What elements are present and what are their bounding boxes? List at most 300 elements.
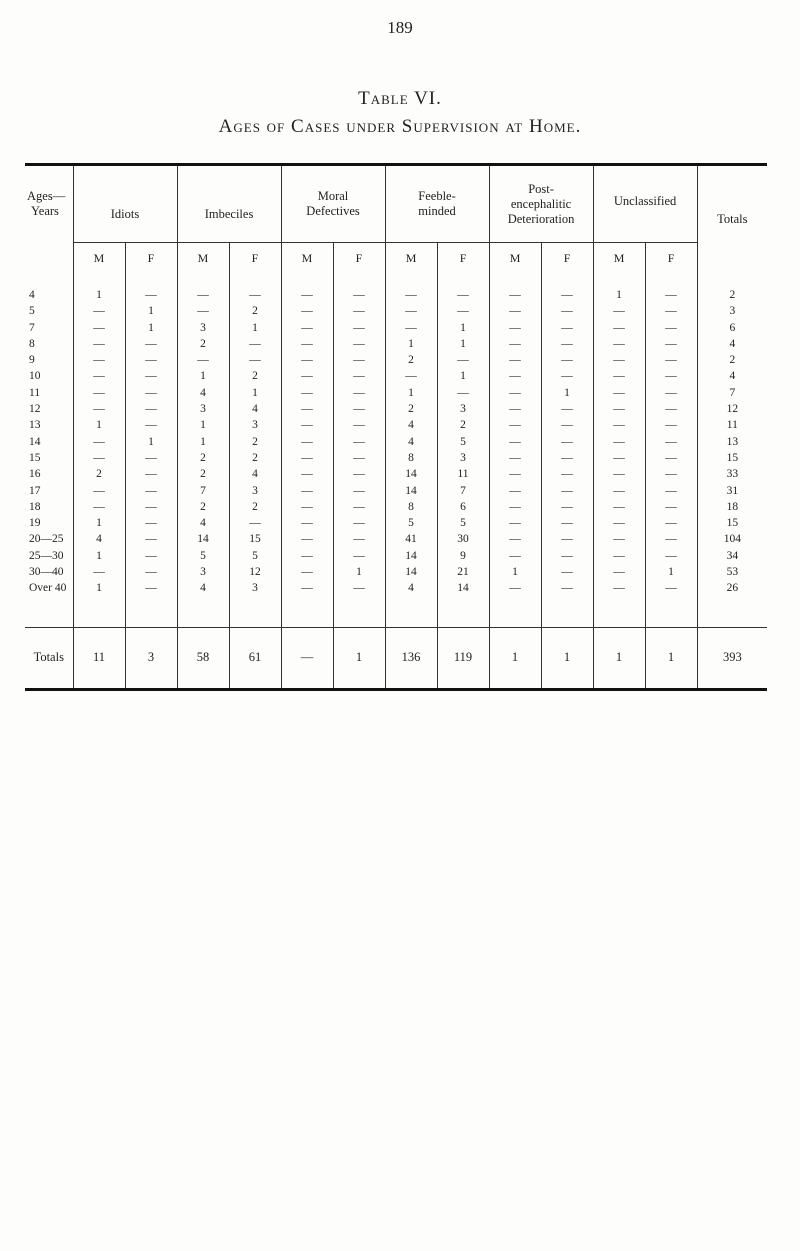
table-row [25, 385, 767, 401]
count-cell: 14 [385, 548, 437, 564]
count-cell: — [229, 515, 281, 531]
row-total-cell: 2 [697, 273, 767, 303]
count-cell: — [489, 548, 541, 564]
count-cell: — [229, 273, 281, 303]
table-row [25, 352, 767, 368]
count-cell: — [541, 401, 593, 417]
age-cell: 8 [29, 337, 35, 350]
sex-subheader-cell: M [281, 243, 333, 274]
count-cell: — [385, 303, 437, 319]
count-cell: — [489, 450, 541, 466]
row-total-cell: 13 [697, 434, 767, 450]
count-cell: — [281, 531, 333, 547]
count-cell: — [593, 385, 645, 401]
count-cell: — [281, 515, 333, 531]
totals-header-label: Totals [717, 212, 748, 226]
count-cell: — [593, 434, 645, 450]
table-row [25, 336, 767, 352]
table-row [25, 417, 767, 433]
count-cell: — [281, 368, 333, 384]
count-cell: — [281, 273, 333, 303]
count-cell: — [281, 466, 333, 482]
count-cell: — [541, 320, 593, 336]
count-cell: — [177, 303, 229, 319]
moral-defectives-header-line-2: Defectives [306, 204, 360, 218]
count-cell: — [333, 531, 385, 547]
count-cell: 2 [385, 401, 437, 417]
count-cell: 2 [229, 368, 281, 384]
ages-header [25, 165, 73, 243]
count-cell: — [645, 385, 697, 401]
count-cell: — [489, 434, 541, 450]
count-cell: 2 [229, 434, 281, 450]
post-encephalitic-header [489, 165, 593, 243]
count-cell: 2 [229, 499, 281, 515]
count-cell: — [541, 434, 593, 450]
count-cell: — [593, 401, 645, 417]
count-cell: 21 [437, 564, 489, 580]
totals-row [25, 627, 767, 689]
row-total-cell: 12 [697, 401, 767, 417]
count-cell: — [333, 483, 385, 499]
count-cell: — [593, 466, 645, 482]
count-cell: — [489, 515, 541, 531]
count-cell: 2 [437, 417, 489, 433]
column-total-cell: 61 [229, 627, 281, 689]
column-total-cell: 58 [177, 627, 229, 689]
age-cell: 13 [29, 419, 41, 432]
column-total-cell: 1 [333, 627, 385, 689]
row-total-cell: 26 [697, 580, 767, 627]
sex-subheader-cell: M [489, 243, 541, 274]
count-cell: — [333, 401, 385, 417]
post-encephalitic-header-line-1: Post- [528, 181, 554, 196]
age-cell: 7 [29, 321, 35, 334]
count-cell: 3 [177, 401, 229, 417]
count-cell: — [541, 352, 593, 368]
count-cell: 2 [73, 466, 125, 482]
count-cell: — [489, 401, 541, 417]
count-cell: — [125, 273, 177, 303]
count-cell: 3 [177, 564, 229, 580]
count-cell: — [73, 401, 125, 417]
count-cell: — [593, 368, 645, 384]
count-cell: 1 [645, 564, 697, 580]
count-cell: 4 [177, 385, 229, 401]
table-row [25, 548, 767, 564]
age-cell: 25—30 [29, 549, 64, 562]
count-cell: — [645, 273, 697, 303]
count-cell: — [593, 303, 645, 319]
count-cell: — [281, 434, 333, 450]
count-cell: 4 [177, 515, 229, 531]
column-total-cell: 1 [541, 627, 593, 689]
count-cell: 14 [385, 483, 437, 499]
count-cell: 3 [437, 401, 489, 417]
table-row [25, 580, 767, 627]
count-cell: — [541, 466, 593, 482]
table-row [25, 303, 767, 319]
count-cell: — [333, 417, 385, 433]
totals-header [697, 165, 767, 274]
count-cell: — [489, 499, 541, 515]
count-cell: — [593, 515, 645, 531]
count-cell: — [125, 580, 177, 627]
count-cell: 4 [229, 401, 281, 417]
count-cell: — [541, 483, 593, 499]
row-total-cell: 7 [697, 385, 767, 401]
count-cell: — [281, 450, 333, 466]
table-row [25, 466, 767, 482]
count-cell: 3 [177, 320, 229, 336]
row-total-cell: 31 [697, 483, 767, 499]
column-total-cell: 1 [593, 627, 645, 689]
totals-section [25, 627, 767, 689]
age-cell: 11 [29, 386, 41, 399]
count-cell: 30 [437, 531, 489, 547]
count-cell: — [333, 450, 385, 466]
count-cell: — [333, 320, 385, 336]
table-subtitle: Ages of Cases under Supervision at Home. [218, 116, 582, 137]
sex-subheader-cell: M [593, 243, 645, 274]
count-cell: — [73, 368, 125, 384]
count-cell: — [125, 515, 177, 531]
count-cell: — [645, 450, 697, 466]
count-cell: 8 [385, 499, 437, 515]
count-cell: — [541, 417, 593, 433]
count-cell: — [125, 499, 177, 515]
count-cell: 3 [229, 417, 281, 433]
count-cell: — [281, 499, 333, 515]
age-cell: 4 [29, 289, 35, 301]
count-cell: — [125, 417, 177, 433]
page-number: 189 [387, 18, 413, 37]
count-cell: — [489, 273, 541, 303]
count-cell: — [437, 352, 489, 368]
imbeciles-header [177, 165, 281, 243]
count-cell: — [489, 368, 541, 384]
count-cell: — [125, 466, 177, 482]
table-row [25, 434, 767, 450]
count-cell: 2 [177, 336, 229, 352]
count-cell: — [333, 273, 385, 303]
row-total-cell: 3 [697, 303, 767, 319]
count-cell: — [541, 499, 593, 515]
count-cell: — [333, 466, 385, 482]
sex-subheader-row [25, 243, 767, 274]
count-cell: — [489, 531, 541, 547]
age-cell: 17 [29, 484, 41, 497]
count-cell: 5 [385, 515, 437, 531]
count-cell: — [489, 303, 541, 319]
age-cell: 30—40 [29, 566, 64, 579]
count-cell: 1 [593, 273, 645, 303]
count-cell: — [73, 303, 125, 319]
count-cell: — [385, 320, 437, 336]
sex-subheader-cell: F [333, 243, 385, 274]
count-cell: 2 [229, 450, 281, 466]
count-cell: 2 [385, 352, 437, 368]
row-total-cell: 6 [697, 320, 767, 336]
count-cell: — [73, 320, 125, 336]
count-cell: 41 [385, 531, 437, 547]
count-cell: 1 [437, 320, 489, 336]
count-cell: 14 [385, 564, 437, 580]
moral-defectives-header [281, 165, 385, 243]
count-cell: — [593, 499, 645, 515]
column-total-cell: 1 [489, 627, 541, 689]
post-encephalitic-header-line-2: encephalitic [510, 196, 572, 211]
count-cell: — [489, 320, 541, 336]
count-cell: 1 [73, 273, 125, 303]
count-cell: — [645, 548, 697, 564]
count-cell: — [125, 352, 177, 368]
unclassified-header [593, 165, 697, 243]
count-cell: — [333, 434, 385, 450]
count-cell: — [645, 368, 697, 384]
count-cell: 12 [229, 564, 281, 580]
count-cell: — [229, 352, 281, 368]
count-cell: 7 [437, 483, 489, 499]
column-total-cell: 119 [437, 627, 489, 689]
sex-subheader-cell: F [125, 243, 177, 274]
count-cell: — [333, 385, 385, 401]
count-cell: — [333, 303, 385, 319]
count-cell: — [333, 368, 385, 384]
count-cell: 1 [125, 303, 177, 319]
count-cell: — [645, 320, 697, 336]
table-row [25, 499, 767, 515]
row-total-cell: 33 [697, 466, 767, 482]
count-cell: 1 [177, 368, 229, 384]
imbeciles-header-label: Imbeciles [204, 206, 254, 221]
count-cell: — [281, 483, 333, 499]
count-cell: 4 [177, 580, 229, 627]
column-total-cell: 11 [73, 627, 125, 689]
count-cell: 1 [541, 385, 593, 401]
count-cell: 1 [333, 564, 385, 580]
count-cell: — [125, 336, 177, 352]
count-cell: 14 [385, 466, 437, 482]
table-row [25, 273, 767, 303]
feeble-minded-header [385, 165, 489, 243]
row-total-cell: 15 [697, 515, 767, 531]
count-cell: — [333, 352, 385, 368]
count-cell: — [333, 548, 385, 564]
sex-subheader-cell: F [645, 243, 697, 274]
table-row [25, 401, 767, 417]
age-cell: 10 [29, 370, 41, 383]
count-cell: 1 [229, 385, 281, 401]
count-cell: — [489, 336, 541, 352]
sex-subheader-cell: F [541, 243, 593, 274]
count-cell: 4 [385, 580, 437, 627]
count-cell: — [125, 531, 177, 547]
count-cell: — [489, 466, 541, 482]
age-cell: 18 [29, 500, 41, 513]
count-cell: — [437, 273, 489, 303]
count-cell: 14 [437, 580, 489, 627]
ages-header-line-2: Years [31, 204, 59, 219]
count-cell: 1 [73, 548, 125, 564]
count-cell: — [125, 548, 177, 564]
count-cell: — [177, 352, 229, 368]
count-cell: — [281, 385, 333, 401]
table-row [25, 368, 767, 384]
age-cell: Over 40 [29, 582, 67, 595]
column-total-cell: 1 [645, 627, 697, 689]
count-cell: 1 [73, 580, 125, 627]
count-cell: 4 [229, 466, 281, 482]
count-cell: 1 [125, 320, 177, 336]
count-cell: 2 [229, 303, 281, 319]
count-cell: 3 [437, 450, 489, 466]
count-cell: 4 [385, 434, 437, 450]
count-cell: — [229, 336, 281, 352]
count-cell: — [73, 336, 125, 352]
count-cell: — [541, 548, 593, 564]
count-cell: — [593, 336, 645, 352]
count-cell: — [281, 401, 333, 417]
count-cell: — [73, 352, 125, 368]
count-cell: 1 [437, 368, 489, 384]
count-cell: — [73, 483, 125, 499]
ages-subheader-blank [25, 243, 73, 274]
count-cell: — [645, 466, 697, 482]
count-cell: — [593, 450, 645, 466]
row-total-cell: 15 [697, 450, 767, 466]
count-cell: — [593, 320, 645, 336]
count-cell: — [645, 434, 697, 450]
column-total-cell: — [281, 627, 333, 689]
count-cell: — [645, 352, 697, 368]
count-cell: — [333, 499, 385, 515]
count-cell: 1 [489, 564, 541, 580]
count-cell: — [541, 564, 593, 580]
count-cell: — [281, 336, 333, 352]
count-cell: 1 [73, 515, 125, 531]
table-body [25, 273, 767, 627]
sex-subheader-cell: F [229, 243, 281, 274]
count-cell: — [541, 531, 593, 547]
count-cell: — [489, 417, 541, 433]
count-cell: 1 [125, 434, 177, 450]
count-cell: — [281, 548, 333, 564]
row-total-cell: 4 [697, 368, 767, 384]
count-cell: 5 [229, 548, 281, 564]
count-cell: — [437, 303, 489, 319]
count-cell: — [645, 483, 697, 499]
count-cell: 5 [177, 548, 229, 564]
count-cell: — [541, 336, 593, 352]
count-cell: 15 [229, 531, 281, 547]
supervision-ages-table-container [25, 163, 767, 691]
count-cell: 1 [385, 385, 437, 401]
row-total-cell: 4 [697, 336, 767, 352]
count-cell: — [125, 450, 177, 466]
count-cell: 3 [229, 580, 281, 627]
unclassified-header-label: Unclassified [613, 193, 677, 208]
count-cell: — [541, 273, 593, 303]
column-total-cell: 3 [125, 627, 177, 689]
grand-total-cell: 393 [697, 627, 767, 689]
count-cell: — [645, 336, 697, 352]
table-row [25, 320, 767, 336]
count-cell: — [645, 417, 697, 433]
feeble-minded-header-line-2: minded [418, 204, 456, 218]
sex-subheader-cell: F [437, 243, 489, 274]
count-cell: — [281, 580, 333, 627]
count-cell: — [73, 450, 125, 466]
count-cell: — [541, 303, 593, 319]
count-cell: — [645, 401, 697, 417]
idiots-header [73, 165, 177, 243]
count-cell: 9 [437, 548, 489, 564]
count-cell: 3 [229, 483, 281, 499]
count-cell: — [645, 499, 697, 515]
count-cell: — [281, 564, 333, 580]
count-cell: — [593, 548, 645, 564]
count-cell: — [125, 385, 177, 401]
row-total-cell: 2 [697, 352, 767, 368]
count-cell: — [593, 352, 645, 368]
table-row [25, 531, 767, 547]
count-cell: — [281, 417, 333, 433]
ages-header-line-1: Ages— [27, 189, 66, 204]
count-cell: — [73, 385, 125, 401]
count-cell: — [281, 303, 333, 319]
totals-label: Totals [25, 627, 73, 689]
count-cell: 2 [177, 499, 229, 515]
count-cell: — [593, 531, 645, 547]
count-cell: 2 [177, 450, 229, 466]
count-cell: — [541, 515, 593, 531]
count-cell: 5 [437, 515, 489, 531]
count-cell: — [593, 580, 645, 627]
count-cell: — [489, 483, 541, 499]
count-cell: — [541, 580, 593, 627]
table-title: Table VI. [358, 88, 442, 109]
count-cell: 4 [73, 531, 125, 547]
count-cell: 5 [437, 434, 489, 450]
count-cell: 2 [177, 466, 229, 482]
table-row [25, 483, 767, 499]
row-total-cell: 11 [697, 417, 767, 433]
sex-subheader-cell: M [73, 243, 125, 274]
count-cell: — [177, 273, 229, 303]
count-cell: 1 [385, 336, 437, 352]
count-cell: — [125, 564, 177, 580]
count-cell: 1 [229, 320, 281, 336]
column-total-cell: 136 [385, 627, 437, 689]
count-cell: 1 [177, 434, 229, 450]
count-cell: — [281, 352, 333, 368]
post-encephalitic-header-line-3: Deterioration [507, 211, 575, 226]
count-cell: 7 [177, 483, 229, 499]
age-cell: 5 [29, 305, 35, 318]
count-cell: — [125, 483, 177, 499]
count-cell: — [645, 515, 697, 531]
table-row [25, 515, 767, 531]
count-cell: 11 [437, 466, 489, 482]
count-cell: — [489, 352, 541, 368]
idiots-header-label: Idiots [110, 206, 140, 221]
count-cell: — [541, 368, 593, 384]
age-cell: 12 [29, 403, 41, 416]
sex-subheader-cell: M [385, 243, 437, 274]
count-cell: — [385, 368, 437, 384]
age-cell: 14 [29, 435, 41, 448]
